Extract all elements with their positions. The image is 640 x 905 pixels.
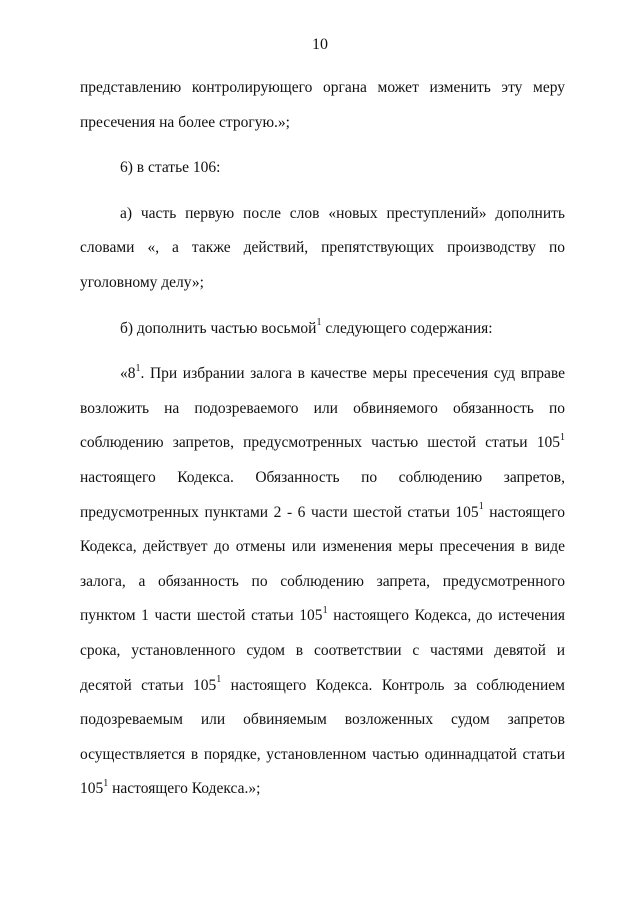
paragraph-item-b	[80, 312, 565, 347]
superscript: 1	[316, 317, 322, 329]
document-body	[80, 71, 565, 807]
paragraph-item-b-text-2: следующего содержания:	[321, 319, 493, 337]
paragraph-continuation: представлению контролирующего органа может изменить эту меру пресечения на более строгую.»;	[80, 79, 565, 131]
article-text-5: настоящего Кодекса, до истечения срока, установленного судом в соответствии с частями девятой и десятой статьи 105	[80, 607, 566, 694]
superscript: 1	[135, 363, 141, 374]
article-text-3: настоящего Кодекса. Обязанность по соблюдению запретов, предусмотренных пунктами 2 - 6 части шестой статьи 105	[80, 468, 565, 521]
paragraph-item-a: а) часть первую после слов «новых преступлений» дополнить словами «, а также действий, препятствующих производству по уголовному делу»;	[80, 204, 565, 291]
superscript: 1	[103, 778, 109, 790]
article-text-1: «8	[120, 365, 136, 383]
page-number: 10	[312, 36, 328, 53]
paragraph-item-6: 6) в статье 106:	[120, 159, 221, 177]
article-text-2: . При избрании залога в качестве меры пресечения суд вправе возложить на подозреваемого или обвиняемого обязанность по соблюдению запретов, предусмотренных частью шестой статьи 105	[80, 365, 565, 452]
article-text-6: настоящего Кодекса. Контроль за соблюдением подозреваемым или обвиняемым возложенных судом запретов осуществляется в порядке, установленном частью одиннадцатой статьи 105	[80, 676, 565, 798]
article-text-4: настоящего Кодекса, действует до отмены или изменения меры пресечения в виде залога, а обязанность по соблюдению запрета, предусмотренного пунктом 1 части шестой статьи 105	[80, 503, 565, 625]
superscript: 1	[478, 501, 484, 513]
paragraph-item-b-text-1: б) дополнить частью восьмой	[120, 319, 317, 337]
article-text-7: настоящего Кодекса.»;	[108, 780, 261, 798]
superscript: 1	[216, 674, 222, 686]
paragraph-article-text	[80, 357, 565, 807]
superscript: 1	[322, 605, 328, 617]
superscript: 1	[560, 432, 565, 444]
